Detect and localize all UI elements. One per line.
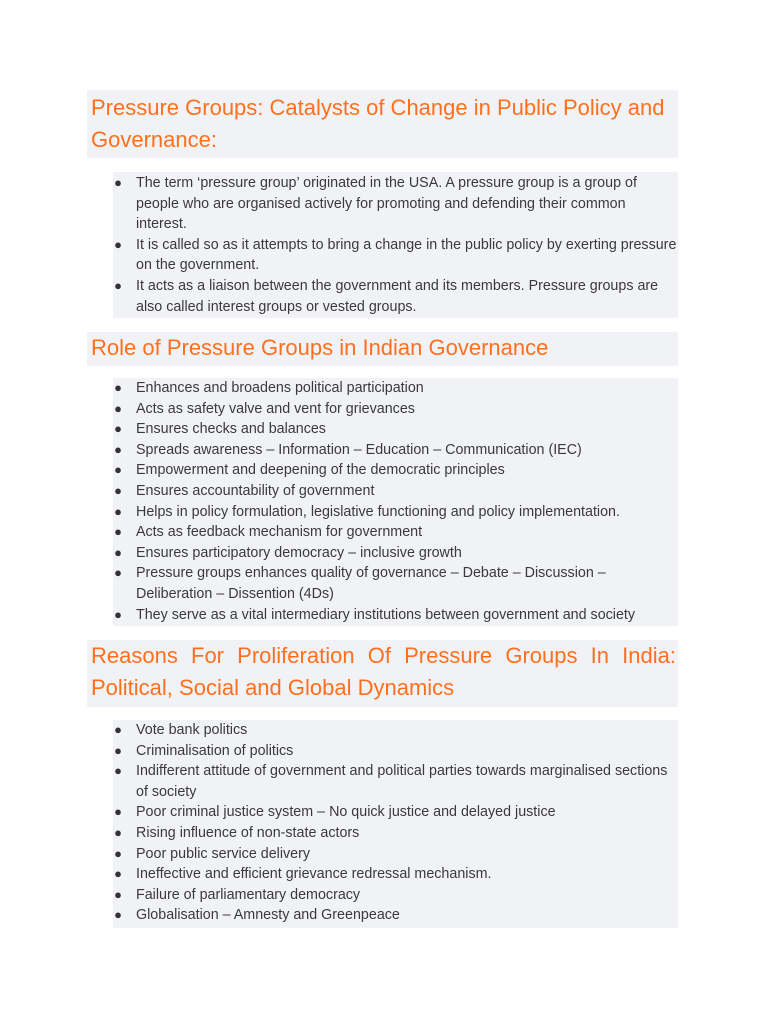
list-item: ● Acts as safety valve and vent for grievances xyxy=(113,399,678,420)
section-heading-reasons: Reasons For Proliferation Of Pressure Groups In India: Political, Social and Global Dynamics xyxy=(87,640,678,707)
bullet-icon: ● xyxy=(114,866,122,882)
list-item: ● It is called so as it attempts to bring a change in the public policy by exerting pressure on the government. xyxy=(114,236,677,274)
bullet-icon: ● xyxy=(114,763,122,779)
bullet-icon: ● xyxy=(114,606,122,622)
list-item: ● Enhances and broadens political participation xyxy=(113,378,678,399)
bullet-icon: ● xyxy=(114,380,122,395)
bullet-icon: ● xyxy=(114,524,122,540)
bullet-icon: ● xyxy=(114,482,122,498)
list-item: ● Spreads awareness – Information – Education – Communication (IEC) xyxy=(113,440,678,461)
list-item: ● Failure of parliamentary democracy xyxy=(113,885,678,906)
list-item: ● Ensures checks and balances xyxy=(113,419,678,440)
bullet-icon: ● xyxy=(114,400,122,416)
list-item: ● Ensures accountability of government xyxy=(113,481,678,502)
bullet-icon: ● xyxy=(114,421,122,437)
section-list-role xyxy=(113,378,678,626)
bullet-icon: ● xyxy=(114,845,122,861)
bullet-icon: ● xyxy=(114,544,122,560)
list-item: ● Ineffective and efficient grievance redressal mechanism. xyxy=(113,864,678,885)
bullet-icon: ● xyxy=(114,277,122,293)
list-item: ● Globalisation – Amnesty and Greenpeace xyxy=(113,905,678,926)
bullet-icon: ● xyxy=(114,236,122,252)
bullet-icon: ● xyxy=(114,824,122,840)
bullet-icon: ● xyxy=(114,886,122,902)
bullet-icon: ● xyxy=(114,742,122,758)
list-item: ● It acts as a liaison between the government and its members. Pressure groups are also called interest groups or vested groups. xyxy=(114,277,659,315)
list-item: ● They serve as a vital intermediary institutions between government and society xyxy=(113,605,678,626)
list-item: ● Ensures participatory democracy – inclusive growth xyxy=(113,543,678,564)
list-item: ● The term ‘pressure group’ originated in the USA. A pressure group is a group of people who are organised actively for promoting and defending their common interest. xyxy=(114,175,637,233)
bullet-icon: ● xyxy=(114,804,122,820)
list-item: ● Poor public service delivery xyxy=(113,844,678,865)
section-list-pressure-groups xyxy=(113,172,678,318)
bullet-icon: ● xyxy=(114,907,122,923)
bullet-icon: ● xyxy=(114,722,122,737)
section-list-reasons xyxy=(113,720,678,928)
bullet-icon: ● xyxy=(114,503,122,519)
section-heading-pressure-groups: Pressure Groups: Catalysts of Change in Public Policy and Governance: xyxy=(87,90,678,158)
list-item: ● Indifferent attitude of government and political parties towards marginalised sections of society xyxy=(114,763,668,800)
bullet-icon: ● xyxy=(114,565,122,581)
bullet-icon: ● xyxy=(114,441,122,457)
list-item: ● Criminalisation of politics xyxy=(113,741,678,762)
list-item: ● Empowerment and deepening of the democratic principles xyxy=(113,460,678,481)
list-item: ● Poor criminal justice system – No quick justice and delayed justice xyxy=(113,802,678,823)
list-item: ● Rising influence of non-state actors xyxy=(113,823,678,844)
list-item: ● Pressure groups enhances quality of governance – Debate – Discussion – Deliberation – Dissention (4Ds) xyxy=(114,565,606,602)
bullet-icon: ● xyxy=(114,175,122,190)
section-heading-role: Role of Pressure Groups in Indian Governance xyxy=(87,332,678,366)
bullet-icon: ● xyxy=(114,462,122,478)
list-item: ● Acts as feedback mechanism for government xyxy=(113,522,678,543)
list-item: ● Vote bank politics xyxy=(113,720,678,741)
list-item: ● Helps in policy formulation, legislative functioning and policy implementation. xyxy=(113,502,678,523)
